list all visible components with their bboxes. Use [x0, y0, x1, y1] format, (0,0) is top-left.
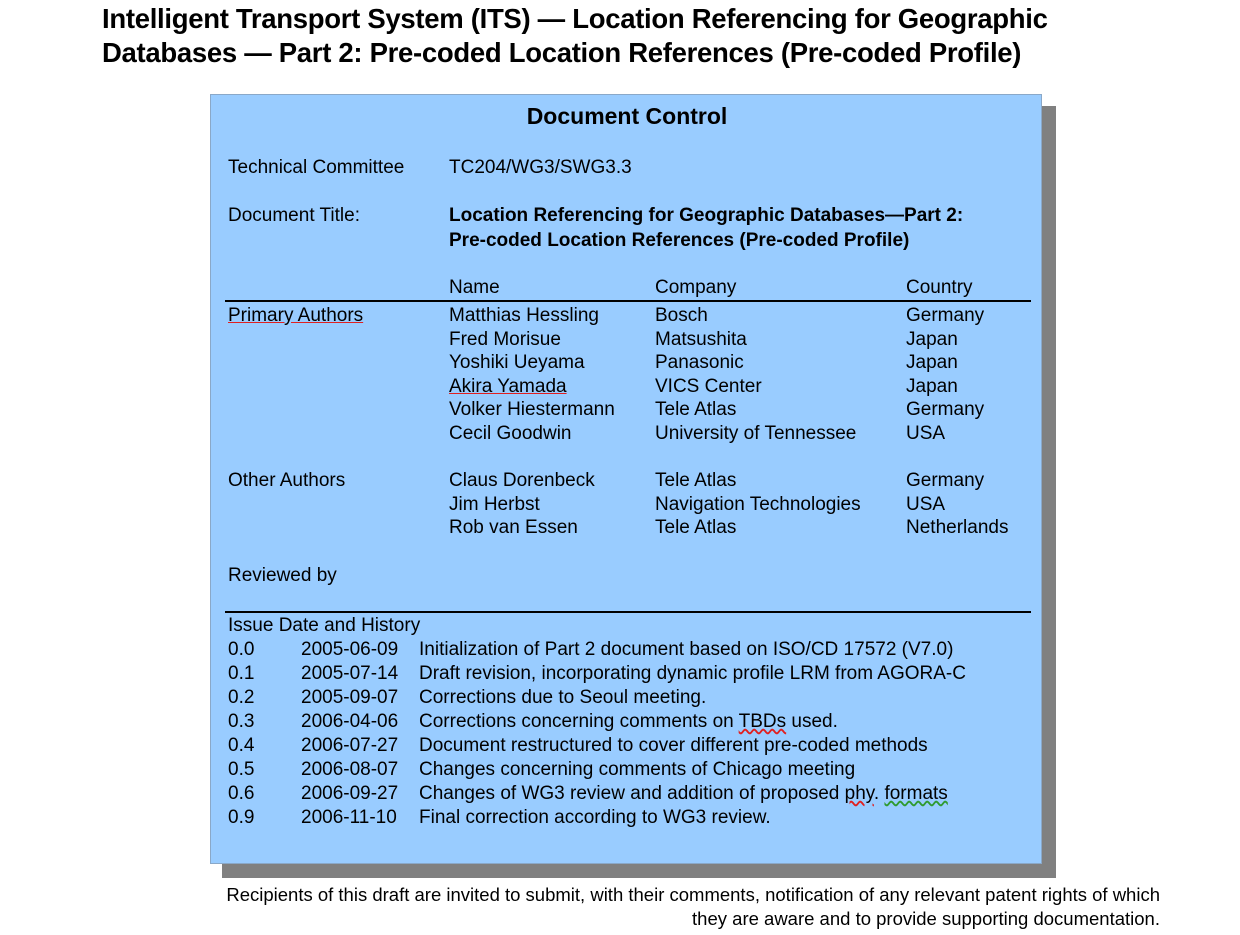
history-version: 0.0 [228, 639, 255, 660]
history-description [419, 759, 855, 781]
history-rule [225, 611, 1031, 613]
document-title-line-1: Location Referencing for Geographic Databases—Part 2: [449, 205, 964, 226]
footnote [100, 883, 1160, 931]
author-company: Tele Atlas [655, 399, 737, 421]
author-country: Japan [906, 328, 958, 350]
author-company: Tele Atlas [655, 470, 737, 491]
history-date: 2006-11-10 [301, 807, 397, 828]
history-version: 0.2 [228, 687, 255, 708]
footnote-line-1: Recipients of this draft are invited to submit, with their comments, notification of any relevant patent rights of which [226, 884, 1160, 905]
history-date: 2006-08-07 [301, 759, 399, 780]
author-company: Panasonic [655, 352, 744, 374]
author-company: Matsushita [655, 328, 747, 350]
document-heading [102, 2, 1212, 70]
panel-title: Document Control [526, 103, 728, 129]
document-control-panel [210, 94, 1042, 864]
history-description [419, 735, 928, 757]
technical-committee-value: TC204/WG3/SWG3.3 [449, 157, 632, 178]
author-name: Cecil Goodwin [449, 423, 572, 444]
author-name: Jim Herbst [449, 493, 540, 515]
history-description [419, 783, 948, 805]
history-text: used. [786, 711, 838, 732]
author-name: Rob van Essen [449, 517, 578, 538]
reviewed-by-label: Reviewed by [228, 565, 337, 586]
author-country: USA [906, 423, 946, 444]
header-rule [225, 300, 1031, 302]
history-date: 2006-09-27 [301, 783, 399, 804]
history-date: 2005-09-07 [301, 687, 399, 708]
author-name: Akira Yamada [449, 375, 567, 397]
author-name: Yoshiki Ueyama [449, 352, 585, 374]
author-name: Volker Hiestermann [449, 399, 615, 421]
heading-line-1: Intelligent Transport System (ITS) — Location Referencing for Geographic [102, 3, 1048, 34]
author-company: Bosch [655, 305, 708, 326]
footnote-line-2: they are aware and to provide supporting documentation. [692, 908, 1160, 929]
author-country: Japan [906, 375, 958, 397]
author-name: Fred Morisue [449, 328, 561, 350]
history-date: 2006-04-06 [301, 711, 399, 732]
history-date: 2006-07-27 [301, 735, 399, 756]
history-description [419, 711, 838, 733]
heading-line-2: Databases — Part 2: Pre-coded Location References (Pre-coded Profile) [102, 37, 1022, 68]
history-date: 2005-07-14 [301, 663, 399, 684]
spellcheck-word: phy [844, 783, 874, 804]
history-version: 0.9 [228, 807, 255, 828]
history-description [419, 639, 953, 661]
column-header-company: Company [655, 277, 737, 298]
history-version: 0.1 [228, 663, 255, 684]
primary-authors-label: Primary Authors [228, 305, 364, 326]
author-company: University of Tennessee [655, 423, 857, 444]
history-text: Corrections concerning comments on [419, 711, 739, 732]
author-country: Germany [906, 470, 985, 491]
author-company: Tele Atlas [655, 517, 737, 538]
column-header-country: Country [906, 277, 973, 298]
author-country: Netherlands [906, 517, 1009, 538]
spellcheck-word: TBDs [738, 711, 787, 732]
history-text: Final correction according to WG3 review. [419, 807, 771, 828]
technical-committee-label: Technical Committee [228, 157, 405, 178]
history-text: Changes of WG3 review and addition of proposed [419, 783, 845, 804]
author-company: Navigation Technologies [655, 493, 861, 515]
author-country: Japan [906, 352, 958, 374]
history-text: Draft revision, incorporating dynamic profile LRM from AGORA-C [419, 663, 966, 684]
history-text: . [873, 783, 885, 804]
column-header-name: Name [449, 277, 500, 298]
history-description [419, 807, 771, 829]
document-title-line-2: Pre-coded Location References (Pre-coded Profile) [449, 230, 910, 251]
author-name: Claus Dorenbeck [449, 470, 595, 491]
author-company: VICS Center [655, 375, 762, 397]
history-label: Issue Date and History [228, 615, 421, 636]
other-authors-label: Other Authors [228, 470, 346, 491]
history-text: Changes concerning comments of Chicago meeting [419, 759, 856, 780]
author-country: Germany [906, 399, 985, 421]
author-country: Germany [906, 305, 985, 326]
history-text: Document restructured to cover different pre-coded methods [419, 735, 928, 756]
history-description [419, 663, 966, 685]
history-version: 0.4 [228, 735, 255, 756]
footnote-area [0, 883, 1240, 935]
history-version: 0.3 [228, 711, 255, 732]
history-version: 0.5 [228, 759, 255, 780]
author-name: Matthias Hessling [449, 305, 599, 326]
history-text: Corrections due to Seoul meeting. [419, 687, 707, 708]
history-description [419, 687, 706, 709]
history-date: 2005-06-09 [301, 639, 399, 660]
history-version: 0.6 [228, 783, 255, 804]
history-text: Initialization of Part 2 document based on ISO/CD 17572 (V7.0) [419, 639, 954, 660]
grammar-check-word: formats [884, 783, 948, 804]
author-country: USA [906, 493, 946, 515]
document-title-label: Document Title: [228, 205, 360, 226]
